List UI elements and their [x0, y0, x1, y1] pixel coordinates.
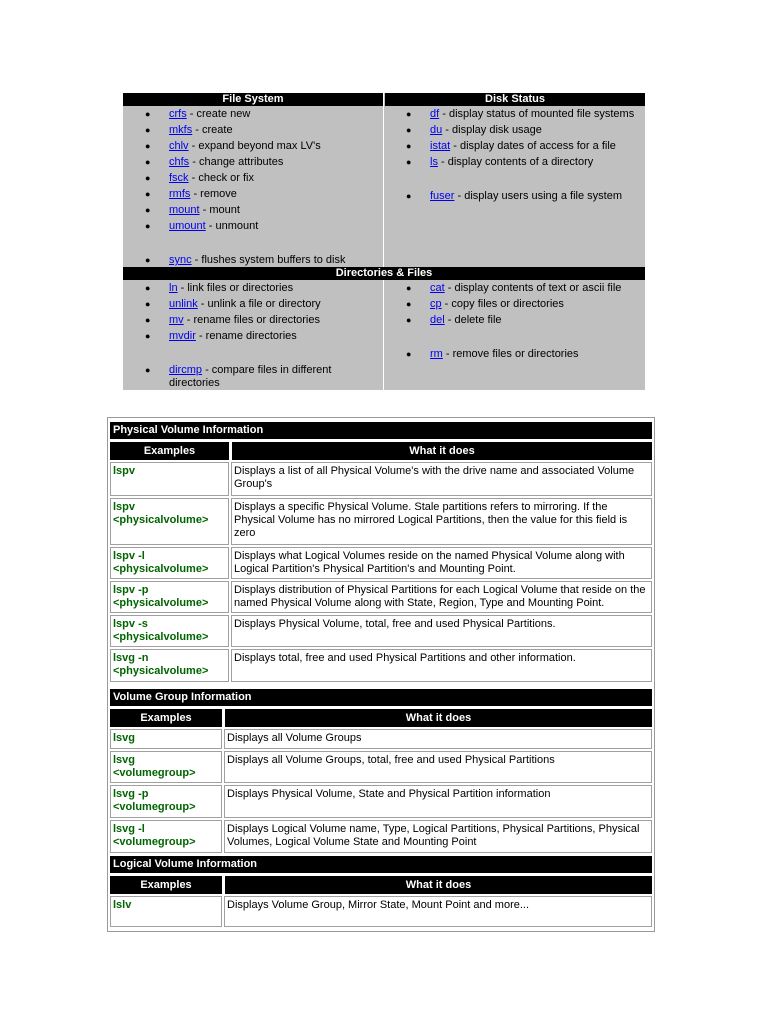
- column-divider: [383, 93, 384, 267]
- column-header-examples: Examples: [110, 442, 229, 460]
- command-link[interactable]: ln: [169, 282, 178, 294]
- example-cell: lsvg -n <physicalvolume>: [110, 649, 229, 682]
- description-cell: Displays distribution of Physical Partitions for each Logical Volume that reside on the named Physical Volume along with State, Region, Type and Mounting Point.: [231, 581, 652, 613]
- description-cell: Displays a list of all Physical Volume's with the drive name and associated Volume Group's: [231, 462, 652, 496]
- command-link[interactable]: rmfs: [169, 188, 191, 200]
- example-cell: lslv: [110, 896, 222, 927]
- command-link[interactable]: chfs: [169, 156, 190, 168]
- directories-files-header: Directories & Files: [123, 267, 645, 280]
- description-cell: Displays all Volume Groups: [224, 729, 652, 749]
- description-cell: Displays total, free and used Physical Partitions and other information.: [231, 649, 652, 682]
- description-cell: Displays Logical Volume name, Type, Logical Partitions, Physical Partitions, Physical Volumes, Logical Volume State and Mounting Point: [224, 820, 652, 853]
- command-link[interactable]: df: [430, 108, 440, 120]
- directories-right-list: ● cat - display contents of text or ascii file ● cp - copy files or directories ● del - delete file ● rm - remove files or directories: [406, 282, 622, 360]
- command-link[interactable]: dircmp: [169, 364, 203, 376]
- example-cell: lsvg -l <volumegroup>: [110, 820, 222, 853]
- example-cell: lspv -s <physicalvolume>: [110, 615, 229, 647]
- column-header-what-it-does: What it does: [232, 442, 652, 460]
- description-cell: Displays what Logical Volumes reside on the named Physical Volume along with Logical Partition's Physical Partition's and Mounting Point.: [231, 547, 652, 579]
- example-cell: lspv: [110, 462, 229, 496]
- command-link[interactable]: mvdir: [169, 330, 196, 342]
- description-cell: Displays Physical Volume, State and Physical Partition information: [224, 785, 652, 818]
- description-cell: Displays a specific Physical Volume. Stale partitions refers to mirroring. If the Physical Volume has no mirrored Logical Partitions, then the value for this field is zero: [231, 498, 652, 545]
- example-cell: lsvg <volumegroup>: [110, 751, 222, 783]
- command-link[interactable]: fuser: [430, 190, 455, 202]
- column-header-what-it-does: What it does: [225, 709, 652, 727]
- disk-status-header: Disk Status: [385, 93, 645, 106]
- lvm-commands-table: [107, 417, 655, 932]
- description-cell: Displays all Volume Groups, total, free and used Physical Partitions: [224, 751, 652, 783]
- command-link[interactable]: fsck: [169, 172, 189, 184]
- column-header-what-it-does: What it does: [225, 876, 652, 894]
- command-link[interactable]: sync: [169, 254, 192, 266]
- command-link[interactable]: cp: [430, 298, 442, 310]
- example-cell: lsvg -p <volumegroup>: [110, 785, 222, 818]
- description-cell: Displays Volume Group, Mirror State, Mount Point and more...: [224, 896, 652, 927]
- example-cell: lsvg: [110, 729, 222, 749]
- command-link[interactable]: istat: [430, 140, 451, 152]
- file-system-list: ● crfs - create new ● mkfs - create ● chlv - expand beyond max LV's ● chfs - change attributes ● fsck - check or fix ● rmfs - remove ● mount - mount ● umount - unmount ● sync - flushes system buffers to disk: [145, 108, 346, 266]
- section-title-physical-volume: Physical Volume Information: [110, 422, 652, 439]
- command-link[interactable]: rm: [430, 348, 443, 360]
- directories-left-list: ● ln - link files or directories ● unlink - unlink a file or directory ● mv - rename files or directories ● mvdir - rename directories ● dircmp - compare files in different directories: [145, 282, 332, 389]
- example-cell: lspv -p <physicalvolume>: [110, 581, 229, 613]
- command-link[interactable]: chlv: [169, 140, 189, 152]
- command-link[interactable]: mount: [169, 204, 200, 216]
- disk-status-list: ● df - display status of mounted file systems ● du - display disk usage ● istat - display dates of access for a file ● ls - display contents of a directory ● fuser - display users using a file system: [406, 108, 635, 202]
- command-link[interactable]: unlink: [169, 298, 198, 310]
- description-cell: Displays Physical Volume, total, free and used Physical Partitions.: [231, 615, 652, 647]
- command-link[interactable]: ls: [430, 156, 438, 168]
- column-divider: [383, 280, 384, 390]
- column-header-examples: Examples: [110, 876, 222, 894]
- command-link[interactable]: cat: [430, 282, 445, 294]
- command-link[interactable]: du: [430, 124, 443, 136]
- command-link[interactable]: umount: [169, 220, 206, 232]
- section-title-volume-group: Volume Group Information: [110, 689, 652, 706]
- command-link[interactable]: del: [430, 314, 445, 326]
- section-title-logical-volume: Logical Volume Information: [110, 856, 652, 873]
- command-link[interactable]: crfs: [169, 108, 187, 120]
- example-cell: lspv <physicalvolume>: [110, 498, 229, 545]
- command-link[interactable]: mv: [169, 314, 184, 326]
- command-reference-table: [123, 93, 645, 390]
- column-header-examples: Examples: [110, 709, 222, 727]
- command-link[interactable]: mkfs: [169, 124, 193, 136]
- example-cell: lspv -l <physicalvolume>: [110, 547, 229, 579]
- file-system-header: File System: [123, 93, 383, 106]
